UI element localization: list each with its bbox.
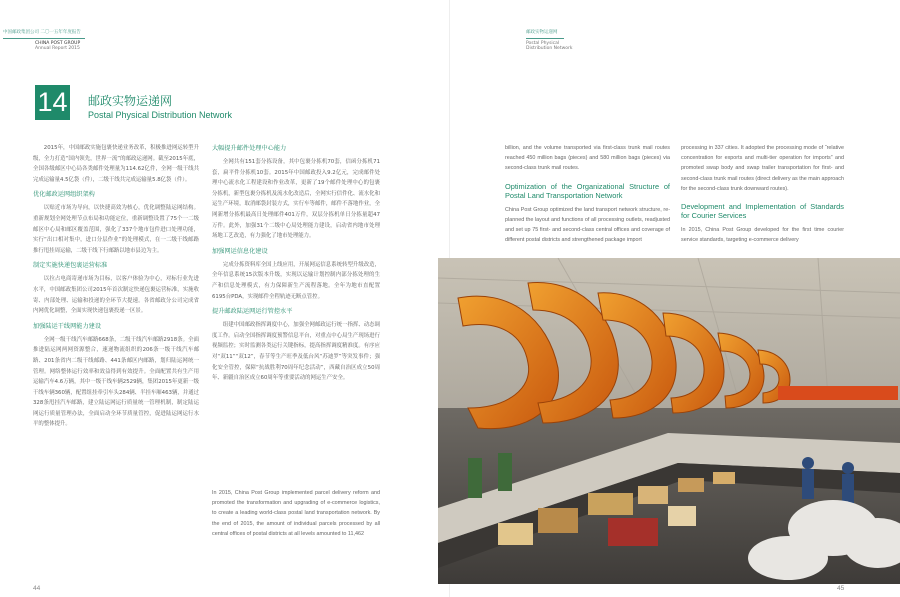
- body-paragraph: 以贴近市场为导向，以快捷高效为核心，优化调整陆运网结构。重新规划全网处理节点布局和功能定位，重新调整设置了75个一二级邮区中心局和邮区覆盖范围，强化了337个地市包件进口处理功能，实行“出口相对集中，进口分层作业”的处理模式，在一二级干线邮路推行甩挂周运输，二级干线下行邮路以地市县边为主。: [33, 205, 199, 254]
- text-column-1: [33, 143, 199, 430]
- english-column-2: [212, 488, 380, 539]
- english-column-4: [681, 143, 844, 245]
- english-paragraph: processing in 337 cities. It adopted the processing mode of “relative concentration for exports and multi-tier operation for imports” and promoted swap body and swap trailer transportation for first- and second-class trunk mail routes (direct delivery as the main approach for the second-class trunk downward routes).: [681, 145, 844, 192]
- right-running-header: [526, 30, 572, 52]
- chapter-title-en: Postal Physical Distribution Network: [88, 110, 233, 120]
- sorting-center-photo: [438, 258, 900, 584]
- left-running-header: [3, 30, 85, 52]
- page-number-right: 45: [837, 585, 845, 592]
- english-column-3: [505, 143, 670, 245]
- header-org-cn: 中国邮政集团公司 二〇一五年年度报告: [3, 30, 81, 35]
- section-heading: 制定实施快递包裹运营标准: [33, 262, 108, 270]
- section-heading: 大幅提升邮件处理中心能力: [212, 145, 287, 152]
- english-section-heading: Development and Implementation of Standards for Courier Services: [681, 202, 844, 221]
- section-heading: 提升邮政陆运网运行管控水平: [212, 308, 293, 316]
- body-paragraph: 全网一级干线汽车邮路668条，二级干线汽车邮路2918条。全面推进陆运网两网资源整合，速递物流组织的206条一级干线汽车邮路、201条省内二级干线邮路、441条邮区内邮路，划归陆运网统一管理。网络整体运行效率和效益得到有效提升。全面配置共有生产用运输汽车4.6万辆，其中一级干线车辆2529辆，集团2015年更新一级干线车辆360辆，配置组挂牵引车头284辆、半挂车厢463辆，并通过328条甩挂汽车邮路，建立陆运网运行质量统一管理机制，制定陆运网运行质量管理办法，全面启动全环节质量管控，促进陆运网运行水平的整体提升。: [33, 336, 199, 428]
- english-paragraph: billion, and the volume transported via first-class trunk mail routes reached 450 million bags (pieces) and 580 million bags (pieces) via second-class trunk mail routes.: [505, 145, 670, 172]
- header-section-en-1: Postal Physical: [526, 40, 560, 46]
- body-paragraph: 全网共有151套分拣设备，其中包裹分拣机70套，信函分拣机71套，扁平件分拣机10套。2015年中国邮政投入9.2亿元，完成邮件处理中心流水化工程建设和作业改革，更新了19个邮件处理中心的包裹分拣机，新型包裹分拣机及流水化改造后，全网实行信件化、流水化和运生产环境，取消邮袋封装方式，实行车等邮件，邮件不落地作业，全网新增分拣机最高日处理邮件401万件，双层分拣机单日分拣量超47万件。此外，加强31个二级中心局处理能力建设，启动省内地市处理场地工艺改造，有力强化了地市处理能力。: [212, 159, 380, 240]
- header-org-en: CHINA POST GROUP: [35, 40, 81, 46]
- header-rule: [526, 38, 564, 39]
- section-heading: 优化邮政运网组织架构: [33, 191, 95, 199]
- header-report-en: Annual Report 2015: [35, 46, 80, 51]
- header-section-en-2: Distribution Network: [526, 46, 573, 51]
- body-paragraph: 完成分拣资料库全国上线应用，开展网运信息系统转型升级改造，全年信息系统15次版本升级，实现以运输计划控制内部分拣处理的生产和信息处理模式，有力保障新生产流程落地。全年为地市直配置6195台PDA，实现邮件全程轨迹无断点管控。: [212, 261, 380, 300]
- section-heading: 加强网运信息化建设: [212, 247, 268, 255]
- english-section-heading: Optimization of the Organizational Structure of Postal Land Transportation Network: [505, 181, 670, 200]
- section-heading: 加强陆运干线网能力建设: [33, 322, 102, 330]
- page-number-left: 44: [33, 585, 41, 592]
- header-section-cn: 邮政实物运递网: [526, 30, 558, 35]
- intro-paragraph: 2015年，中国邮政实施包裹快递业务改革，积极推进网运转型升级，全力打造“国内领先，世界一流”的邮政运递网。截至2015年底，全国各级邮区中心局各类邮件处理量为114.62亿件，全网一级干线共完成运输量4.5亿袋（件），二级干线共完成运输量5.8亿袋（件）。: [33, 145, 199, 183]
- body-paragraph: 组建中国邮政指挥调度中心，加强全网邮政运行统一指挥、动态调度工作。启动全国指挥调度预警信息平台，对重点中心局生产现场进行视频监控；实时监测各类运行关键指标，提高指挥调度精准度。有序应对“双11”“双12”，春节等生产旺季及低台风“苏迪罗”等突发事件；强化安全管控，保障“抗战胜利70周年纪念活动”，西藏自治区成立50周年、新疆自治区成立60周年等重要活动的网运生产安全。: [212, 322, 380, 382]
- body-paragraph: 以拉占电商寄递市场为目标，以客户体验为中心，对标行业先进水平，中国邮政集团公司2015年首次制定快递包裹运营标准，实施收寄、内部处理、运输和投递的全环节大提速。各省邮政分公司完成省内网优化调整，全面实现快递包裹投递一区景。: [33, 276, 199, 315]
- chapter-number-badge: 14: [35, 85, 70, 120]
- header-rule: [3, 38, 85, 39]
- chapter-title-cn: 邮政实物运递网: [88, 94, 173, 108]
- english-paragraph: In 2015, China Post Group developed for the first time courier service standards, targeting e-commerce delivery: [681, 227, 844, 244]
- english-paragraph: In 2015, China Post Group implemented parcel delivery reform and promoted the transformation and upgrading of e-commerce logistics, to create a leading world-class postal land transportation network. By the end of 2015, the amount of individual parcels processed by all central offices of postal districts at all levels amounted to 11,462: [212, 490, 380, 537]
- text-column-2: [212, 143, 380, 384]
- english-paragraph: China Post Group optimized the land transport network structure, re-planned the layout and functions of all processing outlets, readjusted and set up 75 first- and second-class central offices and coverage of different postal districts and strengthened package import: [505, 206, 670, 244]
